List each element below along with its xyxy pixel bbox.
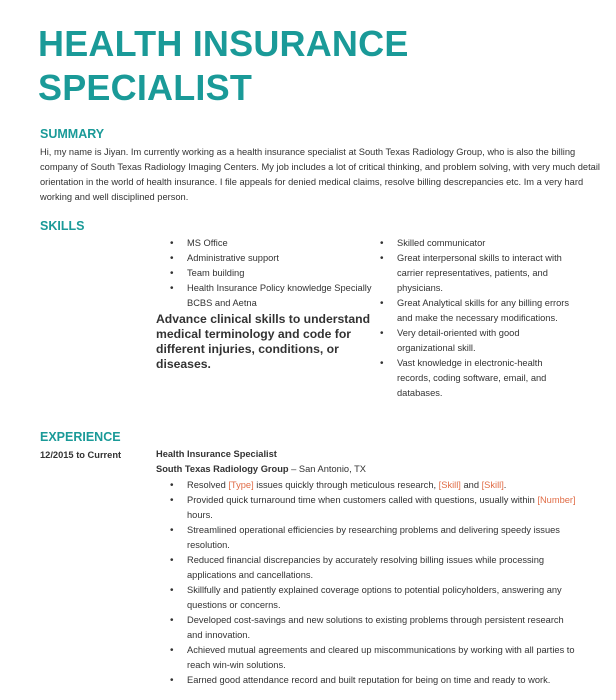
placeholder-type: [Type]	[228, 480, 254, 490]
job-title: Health Insurance Specialist	[156, 449, 277, 459]
job-company-line	[156, 464, 366, 474]
skill-item: • Great interpersonal skills to interact with carrier representatives, patients, and physicians.	[380, 251, 576, 296]
job-duties-list	[170, 478, 580, 688]
resume-title	[38, 22, 598, 110]
duty-item: • Streamlined operational efficiencies by researching problems and delivering speedy issues resolution.	[170, 523, 580, 553]
experience-heading: EXPERIENCE	[40, 430, 121, 444]
skill-item: • Health Insurance Policy knowledge Specially BCBS and Aetna	[170, 281, 380, 311]
skills-overlay-text: Advance clinical skills to understand medical terminology and code for different injuries, conditions, or diseases.	[156, 312, 371, 371]
skill-item: • Very detail-oriented with good organizational skill.	[380, 326, 576, 356]
skill-item: • Skilled communicator	[380, 236, 576, 251]
skill-item: • MS Office	[170, 236, 380, 251]
placeholder-number: [Number]	[537, 495, 576, 505]
company-name: South Texas Radiology Group	[156, 464, 289, 474]
skills-right-list	[380, 236, 576, 401]
placeholder-skill: [Skill]	[481, 480, 504, 490]
company-separator: –	[288, 464, 299, 474]
skills-heading: SKILLS	[40, 219, 85, 233]
duty-item: • Earned good attendance record and built reputation for being on time and ready to work.	[170, 673, 580, 688]
title-line-1: HEALTH INSURANCE	[38, 23, 409, 64]
skill-item: • Great Analytical skills for any billing errors and make the necessary modifications.	[380, 296, 576, 326]
summary-heading: SUMMARY	[40, 127, 105, 141]
job-location: San Antonio, TX	[298, 464, 366, 474]
job-date-range: 12/2015 to Current	[40, 450, 122, 460]
duty-item: • Developed cost-savings and new solutions to existing problems through persistent research and innovation.	[170, 613, 580, 643]
duty-item: • Resolved [Type] issues quickly through meticulous research, [Skill] and [Skill].	[170, 478, 580, 493]
skill-item: • Administrative support	[170, 251, 380, 266]
duty-item: • Achieved mutual agreements and cleared up miscommunications by working with all parties to reach win-win solutions.	[170, 643, 580, 673]
summary-text: Hi, my name is Jiyan. Im currently working as a health insurance specialist at South Texas Radiology Group, who is also the billing company of South Texas Radiology Imaging Centers. My job includes a lot of critical thinking, and problem solving, with very much detail orientation in the world of health insurance. I file appeals for denied medical claims, resolve billing descrepancies etc. Im a very hard working and well disciplined person.	[40, 147, 600, 202]
duty-item: • Skillfully and patiently explained coverage options to potential policyholders, answering any questions or concerns.	[170, 583, 580, 613]
duty-item: • Reduced financial discrepancies by accurately resolving billing issues while processing applications and cancellations.	[170, 553, 580, 583]
placeholder-skill: [Skill]	[438, 480, 461, 490]
skill-item: • Vast knowledge in electronic-health records, coding software, email, and databases.	[380, 356, 576, 401]
title-line-2: SPECIALIST	[38, 67, 253, 108]
duty-item: • Provided quick turnaround time when customers called with questions, usually within [Number] hours.	[170, 493, 580, 523]
skill-item: • Team building	[170, 266, 380, 281]
skills-left-list	[170, 236, 380, 311]
